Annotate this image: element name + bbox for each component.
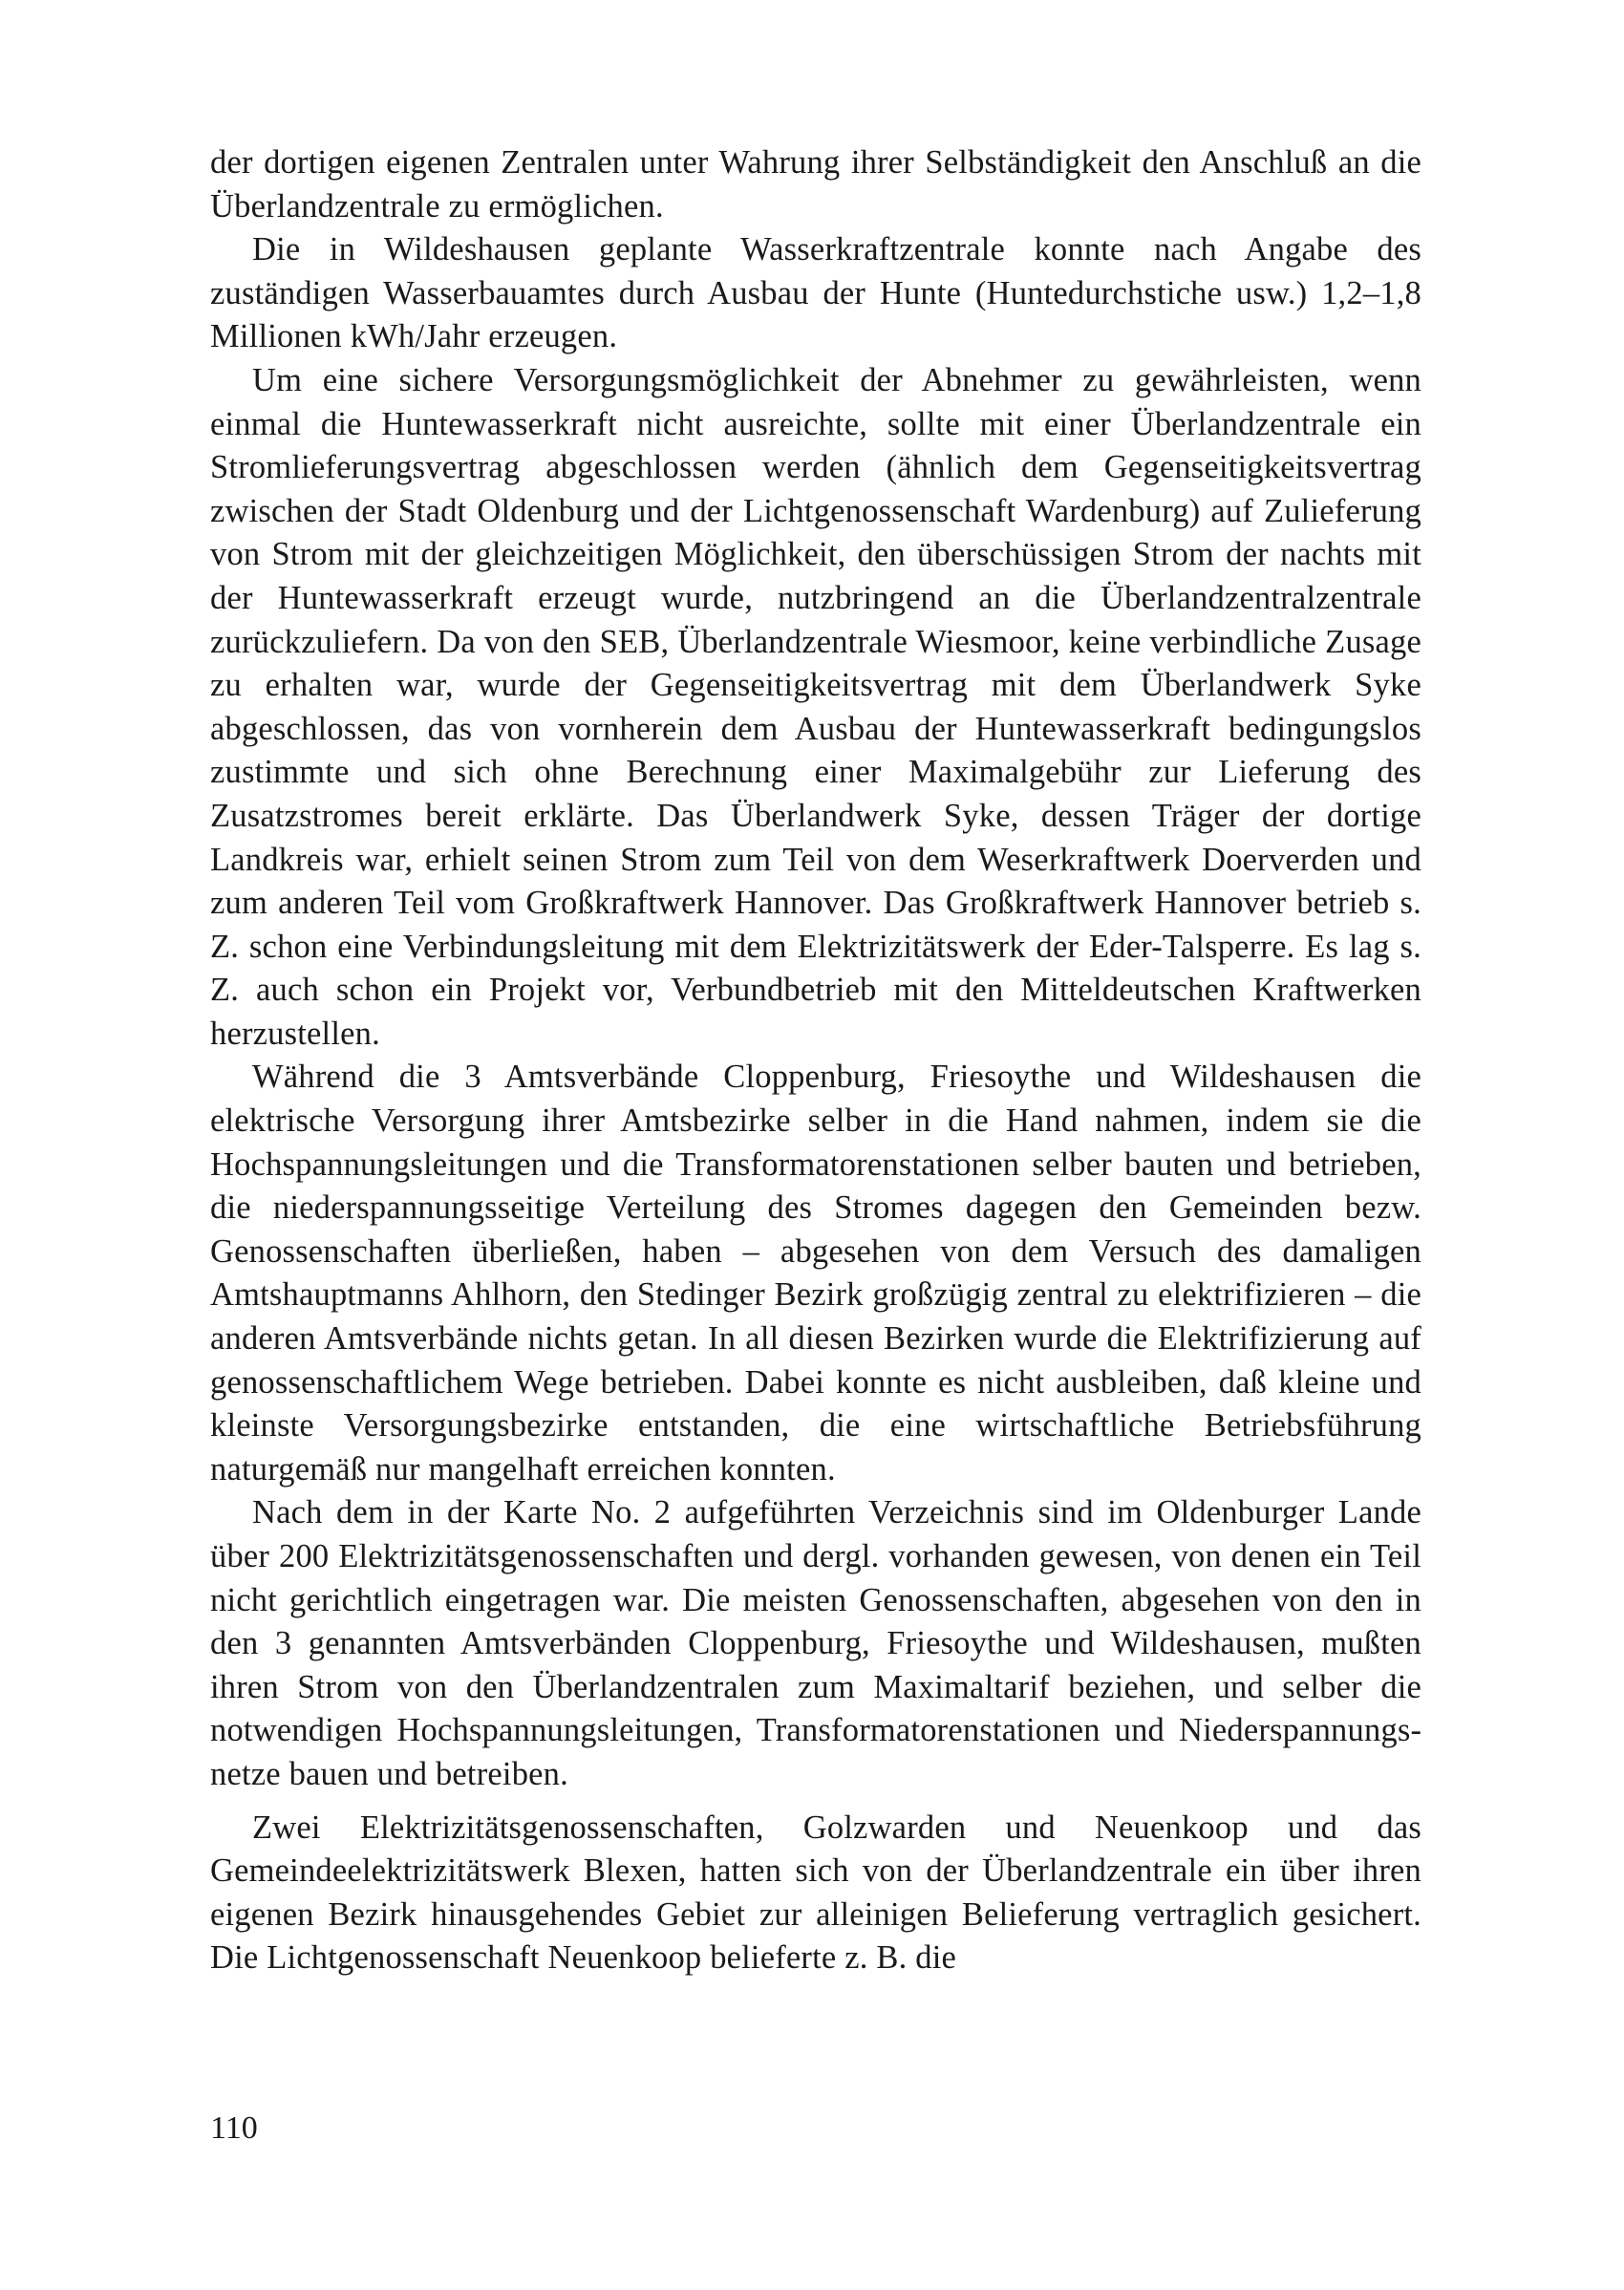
paragraph-continuation: der dortigen eigenen Zentralen unter Wahrung ihrer Selbständigkeit den Anschluß an die Überlandzentrale zu ermöglichen. [210, 144, 1421, 225]
paragraph-stromlieferungsvertrag: Um eine sichere Versorgungsmöglichkeit der Abnehmer zu gewährleisten, wenn einmal die Huntewasserkraft nicht ausreichte, sollte mit einer Überlandzentrale ein Stromlieferungsvertrag abgeschlossen werden (ähnlich dem Gegenseitigkeitsvertrag zwischen der Stadt Oldenburg und der Lichtgenossenschaft Wardenburg) auf Zulieferung von Strom mit der gleichzeitigen Möglichkeit, den überschüssigen Strom der nachts mit der Huntewasserkraft erzeugt wurde, nutzbringend an die Überlandzentralzentrale zurückzuliefern. Da von den SEB, Überlandzentrale Wiesmoor, keine verbindliche Zusage zu erhalten war, wurde der Gegenseitigkeitsvertrag mit dem Überlandwerk Syke abgeschlossen, das von vornherein dem Ausbau der Huntewasserkraft bedingungslos zustimmte und sich ohne Berechnung einer Maximalgebühr zur Lieferung des Zusatzstromes bereit erklärte. Das Überlandwerk Syke, dessen Träger der dortige Landkreis war, erhielt seinen Strom zum Teil von dem Weserkraftwerk Doerverden und zum anderen Teil vom Großkraftwerk Hannover. Das Großkraftwerk Hannover betrieb s. Z. schon eine Verbindungsleitung mit dem Elektrizitätswerk der Eder-Talsperre. Es lag s. Z. auch schon ein Projekt vor, Verbundbetrieb mit den Mitteldeutschen Kraftwerken herzustellen. [210, 361, 1421, 1052]
paragraph-wasserkraftzentrale: Die in Wildeshausen geplante Wasserkraftzentrale konnte nach Angabe des zuständigen Wasserbauamtes durch Ausbau der Hunte (Huntedurchstiche usw.) 1,2–1,8 Millionen kWh/Jahr erzeugen. [210, 231, 1421, 355]
page-number: 110 [210, 2110, 258, 2146]
paragraph-golzwarden-neuenkoop: Zwei Elektrizitätsgenossenschaften, Golzwarden und Neuenkoop und das Gemeindeelektrizitätswerk Blexen, hatten sich von der Überlandzentrale ein über ihren eigenen Bezirk hinausgehendes Gebiet zur alleinigen Belieferung vertraglich gesichert. Die Lichtgenossenschaft Neuenkoop belieferte z. B. die [210, 1808, 1421, 1977]
paragraph-amtsverbaende: Während die 3 Amtsverbände Cloppenburg, Friesoythe und Wildeshausen die elektrische Versorgung ihrer Amtsbezirke selber in die Hand nahmen, indem sie die Hochspannungsleitungen und die Transformatorenstationen selber bauten und betrieben, die niederspannungsseitige Verteilung des Stromes dagegen den Gemeinden bezw. Genossenschaften überließen, haben – abgesehen von dem Versuch des damaligen Amtshauptmanns Ahlhorn, den Stedinger Bezirk großzügig zentral zu elektrifizieren – die anderen Amtsverbände nichts getan. In all diesen Bezirken wurde die Elektrifizierung auf genossenschaftlichem Wege betrieben. Dabei konnte es nicht ausbleiben, daß kleine und kleinste Versorgungsbezirke entstanden, die eine wirtschaftliche Betriebsführung naturgemäß nur mangelhaft erreichen konnten. [210, 1059, 1421, 1487]
body-text [210, 141, 1421, 1980]
paragraph-genossenschaften: Nach dem in der Karte No. 2 aufgeführten Verzeichnis sind im Oldenburger Lande über 200 Elektrizitätsgenossenschaften und dergl. vorhanden gewesen, von denen ein Teil nicht gerichtlich eingetragen war. Die meisten Genossenschaften, abgesehen von den in den 3 genannten Amtsverbänden Cloppenburg, Friesoythe und Wildeshausen, mußten ihren Strom von den Überlandzentralen zum Maximaltarif beziehen, und selber die notwendigen Hochspannungsleitungen, Transformatorenstationen und Niederspannungsnetze bauen und betreiben. [210, 1494, 1421, 1792]
